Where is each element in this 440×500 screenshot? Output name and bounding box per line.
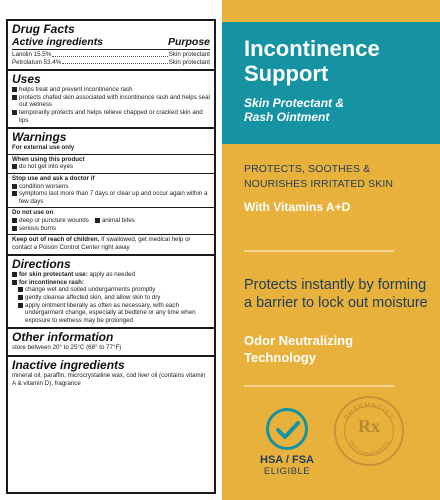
svg-text:RECOMMENDED: RECOMMENDED xyxy=(346,439,392,459)
list-item: for skin protectant use: apply as needed xyxy=(12,271,210,279)
pharmacist-recommended-seal xyxy=(334,396,404,466)
inactive-section xyxy=(8,357,214,390)
inactive-text: mineral oil, paraffin, microcrystalline wax, cod liver oil (contains vitamin A & vitamin D), fragrance xyxy=(12,372,206,387)
active-ingredients-header: Active ingredients xyxy=(12,36,104,48)
ingredient-row: Lanolin 15.5% Skin protectant xyxy=(12,51,210,58)
when-using-header: When using this product xyxy=(12,155,85,163)
list-item: condition worsens xyxy=(12,183,210,191)
claim-barrier: Protects instantly by forming a barrier to lock out moisture xyxy=(244,277,428,311)
list-item: do not get into eyes xyxy=(12,163,210,171)
product-front-label xyxy=(222,0,440,500)
active-ingredients-header-row xyxy=(12,36,210,50)
claim-odor-neutralizing: Odor Neutralizing Technology xyxy=(244,333,354,365)
list-item: protects chafed skin associated with incontinence rash and helps seal out wetness xyxy=(12,94,210,109)
do-not-use-header: Do not use on xyxy=(12,209,54,217)
warnings-header: Warnings xyxy=(12,130,67,145)
other-info-text: store between 20° to 25°C (68° to 77°F) xyxy=(12,344,122,352)
divider xyxy=(244,250,394,252)
warnings-section xyxy=(8,129,214,256)
list-item: apply ointment liberally as often as necessary, with each undergarment change, especially at bedtime or any time when exposure to wetness may be prolonged xyxy=(12,302,210,325)
directions-header: Directions xyxy=(12,257,71,272)
purpose-header: Purpose xyxy=(167,36,210,48)
product-title: Incontinence Support xyxy=(244,36,380,86)
other-info-header: Other information xyxy=(12,330,114,345)
checkmark-icon xyxy=(266,408,308,450)
list-item: temporarily protects and helps relieve chapped or cracked skin and lips xyxy=(12,109,210,124)
claim-vitamins: With Vitamins A+D xyxy=(244,200,351,214)
rx-icon: Rx xyxy=(358,416,380,436)
ingredient-row: Petrolatum 53.4% Skin protectant xyxy=(12,58,210,66)
claim-protects-soothes: PROTECTS, SOOTHES & NOURISHES IRRITATED SKIN xyxy=(244,163,394,190)
product-subtitle: Skin Protectant & Rash Ointment xyxy=(244,96,345,124)
drug-facts-title: Drug Facts xyxy=(12,22,75,36)
list-item: gently cleanse affected skin, and allow skin to dry xyxy=(12,294,210,302)
hsa-line1: HSA / FSA xyxy=(260,454,314,466)
drug-facts-panel xyxy=(6,19,216,494)
do-not-use-row: deep or puncture wounds animal bites xyxy=(12,217,210,225)
hsa-fsa-badge xyxy=(252,408,322,477)
keep-out-of-reach: Keep out of reach of children. If swallowed, get medical help or contact a Poison Control Center right away xyxy=(12,236,191,251)
uses-header: Uses xyxy=(12,72,41,87)
list-item: serious burns xyxy=(12,225,210,233)
svg-text:PHARMACIST: PHARMACIST xyxy=(343,401,395,422)
hsa-line2: ELIGIBLE xyxy=(263,466,311,477)
list-item: change wet and soiled undergarments promptly xyxy=(12,286,210,294)
list-item: for incontinence rash: xyxy=(12,279,210,287)
external-use: For external use only xyxy=(12,144,75,152)
uses-section xyxy=(8,71,214,129)
stop-use-header: Stop use and ask a doctor if xyxy=(12,174,95,182)
inactive-header: Inactive ingredients xyxy=(12,358,125,373)
other-info-section xyxy=(8,329,214,357)
list-item: symptoms last more than 7 days or clear up and occur again within a few days xyxy=(12,190,210,205)
directions-section xyxy=(8,256,214,329)
list-item: helps treat and prevent incontinence rash xyxy=(12,86,210,94)
divider xyxy=(244,385,394,387)
active-ingredients-section xyxy=(8,21,214,71)
title-banner xyxy=(222,22,440,144)
